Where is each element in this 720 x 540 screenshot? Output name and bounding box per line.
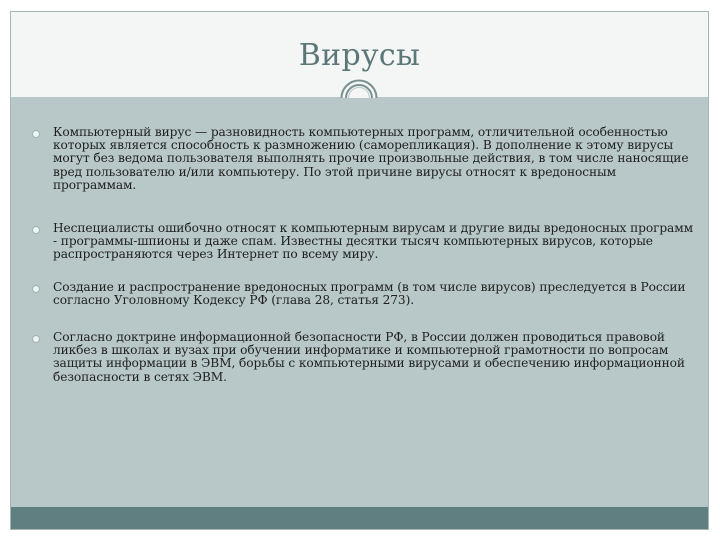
bullet-text: Согласно доктрине информационной безопасности РФ, в России должен проводиться правовой ликбез в школах и вузах при обучении информатике и компьютерной грамотности по вопросам защиты информации в ЭВМ, борьбы с компьютерными вирусами и обеспечению информационной безопасности в сетях ЭВМ. — [53, 330, 685, 384]
slide-title: Вирусы — [298, 38, 421, 73]
slide-frame — [10, 11, 709, 530]
slide-content — [11, 98, 708, 508]
bullet-circle-icon — [32, 226, 40, 234]
bullet-text: Неспециалисты ошибочно относят к компьютерным вирусам и другие виды вредоносных программ - программы-шпионы и даже спам. Известны десятки тысяч компьютерных вирусов, которые распространяются через Интернет по всему миру. — [53, 221, 693, 262]
bullet-circle-icon — [32, 285, 40, 293]
bottom-accent-bar — [11, 507, 708, 529]
bullet-text: Создание и распространение вредоносных программ (в том числе вирусов) преследуется в России согласно Уголовному Кодексу РФ (глава 28, статья 273). — [53, 280, 686, 308]
bullet-text: Компьютерный вирус — разновидность компьютерных программ, отличительной особенностью которых является способность к размножению (саморепликация). В дополнение к этому вирусы могут без ведома пользователя выполнять прочие произвольные действия, в том числе наносящие вред пользователю и/или компьютеру. По этой причине вирусы относят к вредоносным программам. — [53, 125, 689, 192]
bullet-circle-icon — [32, 335, 40, 343]
bullet-circle-icon — [32, 130, 40, 138]
